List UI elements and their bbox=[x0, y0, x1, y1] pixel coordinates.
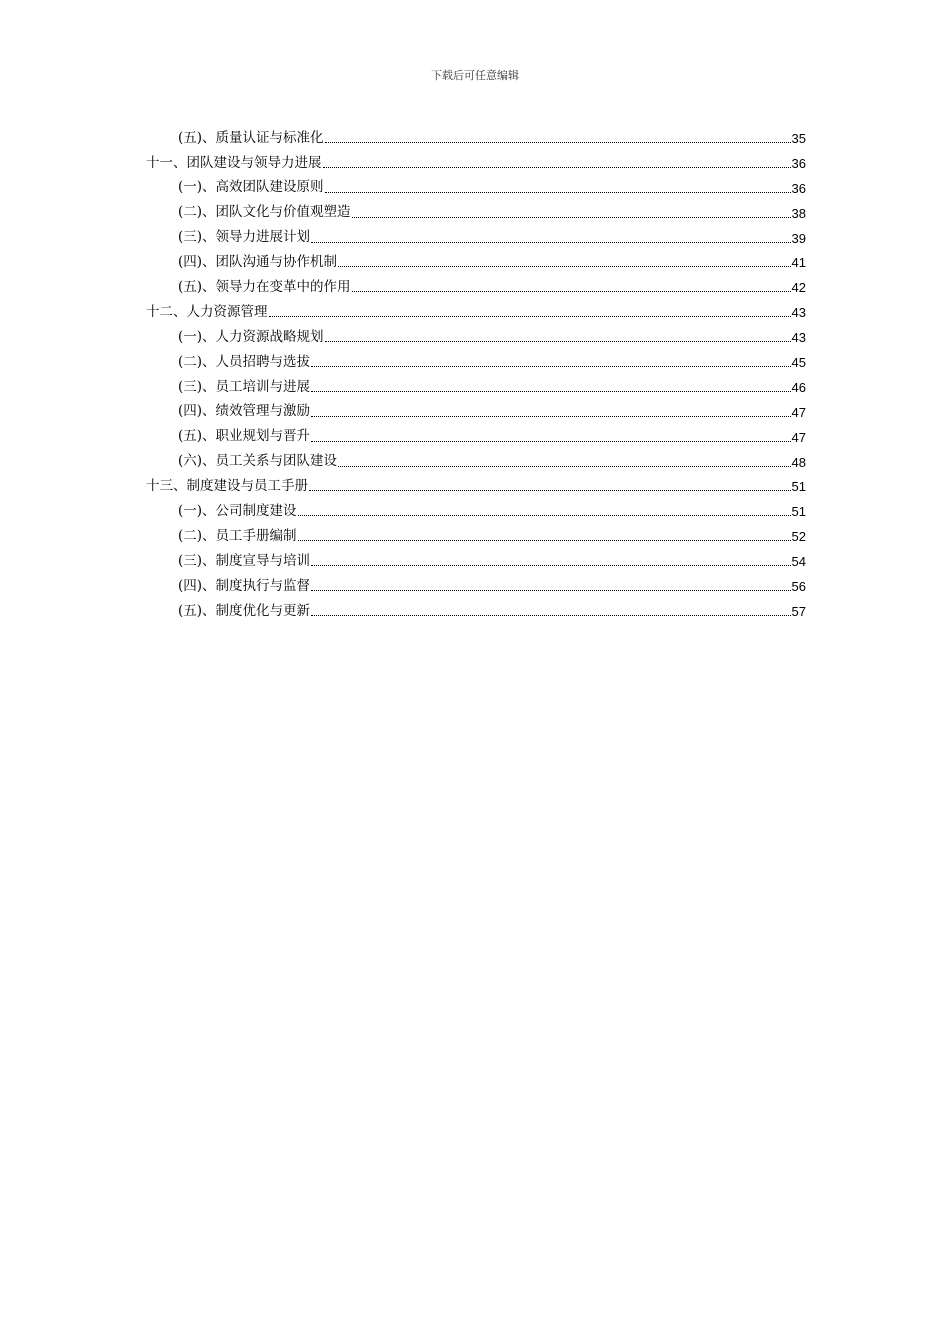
toc-entry-title: (二)、员工手册编制 bbox=[178, 527, 297, 544]
toc-entry[interactable] bbox=[146, 450, 806, 475]
toc-dot-leader bbox=[311, 377, 790, 392]
toc-entry-title: (五)、领导力在变革中的作用 bbox=[178, 279, 351, 296]
toc-entry-page: 35 bbox=[791, 130, 806, 146]
toc-entry-page: 51 bbox=[791, 504, 806, 520]
toc-dot-leader bbox=[311, 601, 790, 616]
toc-entry-title: (六)、员工关系与团队建设 bbox=[178, 453, 338, 470]
toc-dot-leader bbox=[311, 352, 790, 367]
toc-entry-title: 十一、团队建设与领导力进展 bbox=[146, 154, 322, 171]
toc-entry-title: (四)、绩效管理与激励 bbox=[178, 403, 311, 420]
toc-entry-page: 47 bbox=[791, 404, 806, 420]
toc-entry-title: 十二、人力资源管理 bbox=[146, 303, 268, 320]
toc-dot-leader bbox=[311, 228, 790, 243]
toc-entry-page: 38 bbox=[791, 205, 806, 221]
toc-entry-page: 43 bbox=[791, 305, 806, 321]
toc-dot-leader bbox=[352, 277, 791, 292]
toc-entry-title: (三)、领导力进展计划 bbox=[178, 229, 311, 246]
toc-entry-page: 56 bbox=[791, 578, 806, 594]
toc-dot-leader bbox=[311, 402, 790, 417]
toc-entry[interactable] bbox=[146, 549, 806, 574]
toc-entry[interactable] bbox=[146, 126, 806, 151]
toc-dot-leader bbox=[269, 302, 791, 317]
toc-entry-page: 57 bbox=[791, 603, 806, 619]
toc-dot-leader bbox=[298, 501, 791, 516]
toc-dot-leader bbox=[298, 526, 791, 541]
toc-entry[interactable] bbox=[146, 275, 806, 300]
toc-entry-page: 51 bbox=[791, 479, 806, 495]
toc-entry[interactable] bbox=[146, 151, 806, 176]
toc-entry-page: 39 bbox=[791, 230, 806, 246]
toc-entry-title: (四)、团队沟通与协作机制 bbox=[178, 254, 338, 271]
toc-entry[interactable] bbox=[146, 574, 806, 599]
toc-entry-page: 45 bbox=[791, 354, 806, 370]
toc-entry[interactable] bbox=[146, 599, 806, 624]
toc-dot-leader bbox=[352, 203, 791, 218]
page-header: 下载后可任意编辑 bbox=[431, 69, 519, 82]
toc-dot-leader bbox=[311, 551, 790, 566]
toc-entry[interactable] bbox=[146, 300, 806, 325]
toc-dot-leader bbox=[323, 153, 791, 168]
toc-entry[interactable] bbox=[146, 201, 806, 226]
toc-entry-title: (一)、高效团队建设原则 bbox=[178, 179, 324, 196]
toc-entry-page: 42 bbox=[791, 280, 806, 296]
toc-entry[interactable] bbox=[146, 226, 806, 251]
toc-entry-page: 47 bbox=[791, 429, 806, 445]
toc-entry[interactable] bbox=[146, 250, 806, 275]
toc-dot-leader bbox=[311, 576, 790, 591]
toc-entry-title: (三)、员工培训与进展 bbox=[178, 378, 311, 395]
toc-entry-page: 52 bbox=[791, 529, 806, 545]
toc-entry-page: 36 bbox=[791, 155, 806, 171]
toc-entry-title: (三)、制度宣导与培训 bbox=[178, 552, 311, 569]
toc-entry-title: (一)、公司制度建设 bbox=[178, 503, 297, 520]
toc-entry[interactable] bbox=[146, 425, 806, 450]
toc-entry[interactable] bbox=[146, 325, 806, 350]
toc-entry-title: (一)、人力资源战略规划 bbox=[178, 328, 324, 345]
toc-entry-title: (五)、制度优化与更新 bbox=[178, 602, 311, 619]
toc-dot-leader bbox=[311, 427, 790, 442]
toc-entry[interactable] bbox=[146, 176, 806, 201]
toc-entry[interactable] bbox=[146, 350, 806, 375]
toc-entry-page: 46 bbox=[791, 379, 806, 395]
toc-entry[interactable] bbox=[146, 474, 806, 499]
toc-entry-page: 36 bbox=[791, 180, 806, 196]
toc-entry[interactable] bbox=[146, 400, 806, 425]
toc-dot-leader bbox=[325, 178, 791, 193]
toc-dot-leader bbox=[338, 252, 790, 267]
toc-entry-page: 54 bbox=[791, 554, 806, 570]
toc-dot-leader bbox=[309, 476, 791, 491]
toc-entry-page: 48 bbox=[791, 454, 806, 470]
toc-dot-leader bbox=[325, 327, 791, 342]
toc-entry[interactable] bbox=[146, 524, 806, 549]
toc-entry-title: (二)、人员招聘与选拔 bbox=[178, 353, 311, 370]
table-of-contents bbox=[146, 126, 806, 624]
toc-entry[interactable] bbox=[146, 375, 806, 400]
toc-entry[interactable] bbox=[146, 499, 806, 524]
toc-entry-page: 43 bbox=[791, 330, 806, 346]
toc-entry-title: (二)、团队文化与价值观塑造 bbox=[178, 204, 351, 221]
toc-entry-title: 十三、制度建设与员工手册 bbox=[146, 478, 308, 495]
toc-entry-title: (五)、质量认证与标准化 bbox=[178, 129, 324, 146]
toc-entry-title: (四)、制度执行与监督 bbox=[178, 577, 311, 594]
toc-dot-leader bbox=[325, 128, 791, 143]
toc-entry-page: 41 bbox=[791, 255, 806, 271]
toc-dot-leader bbox=[338, 452, 790, 467]
toc-entry-title: (五)、职业规划与晋升 bbox=[178, 428, 311, 445]
